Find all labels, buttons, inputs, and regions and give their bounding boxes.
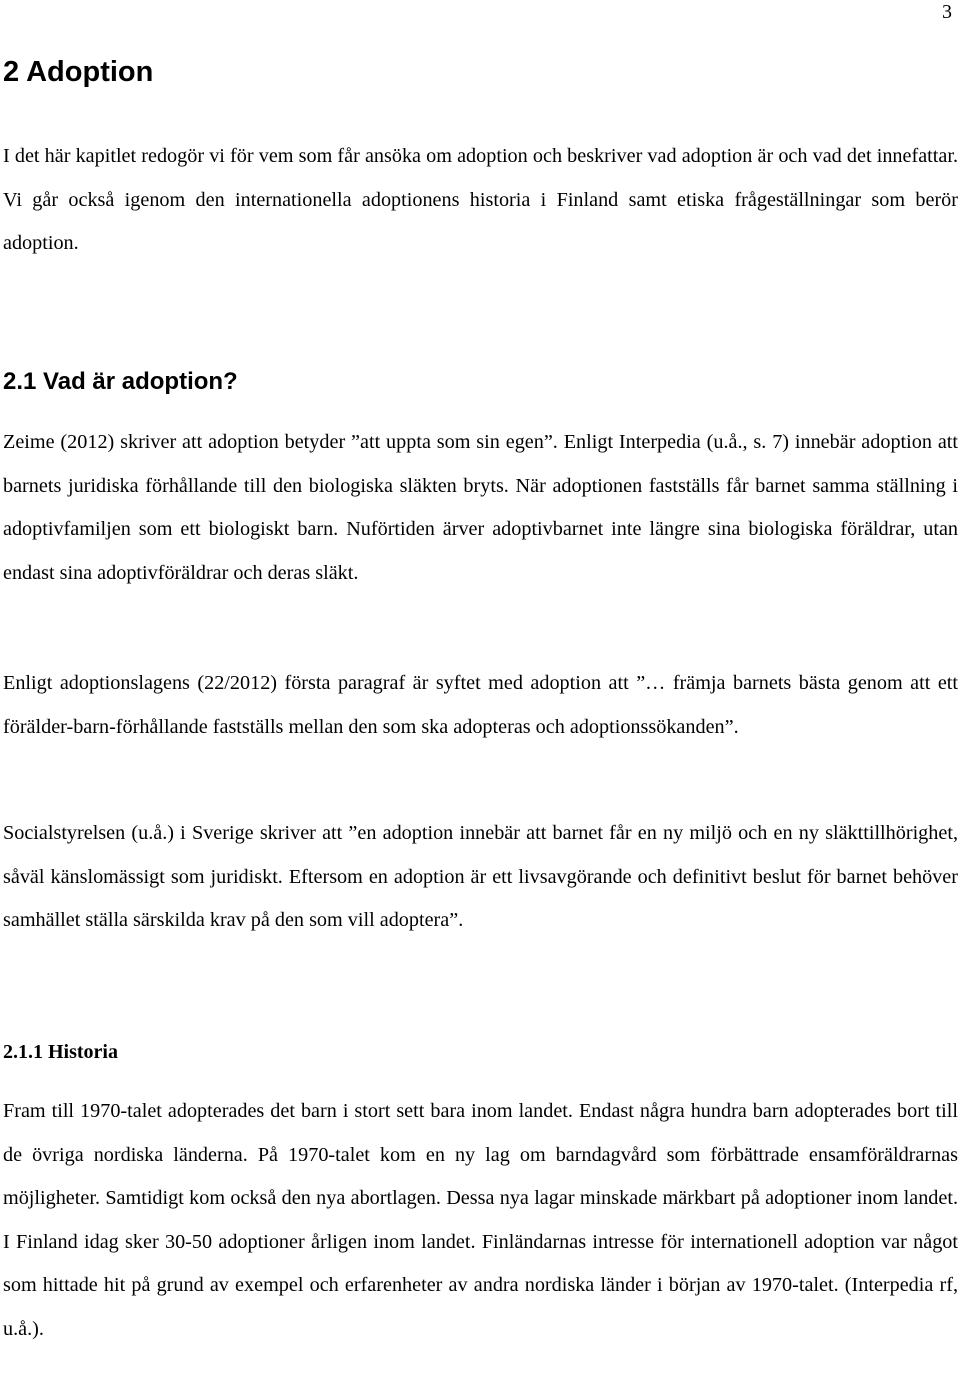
section-heading: 2.1 Vad är adoption? [3,368,238,395]
chapter-intro-paragraph: I det här kapitlet redogör vi för vem som får ansöka om adoption och beskriver vad adoption är och vad det innefattar. Vi går också igenom den internationella adoptionens historia i Finland samt etiska frågeställningar som berör adoption. [3,145,958,255]
history-paragraph: Fram till 1970-talet adopterades det barn i stort sett bara inom landet. Endast några hundra barn adopterades bort till de övriga nordiska länderna. På 1970-talet kom en ny lag om barndagvård som förbättrade ensamföräldrarnas möjligheter. Samtidigt kom också den nya abortlagen. Dessa nya lagar minskade märkbart på adoptioner inom landet. I Finland idag sker 30-50 adoptioner årligen inom landet. Finländarnas intresse för internationell adoption var något som hittade hit på grund av exempel och erfarenheter av andra nordiska länder i början av 1970-talet. (Interpedia rf, u.å.). [3,1100,958,1340]
chapter-heading: 2 Adoption [3,56,154,88]
socialstyrelsen-paragraph: Socialstyrelsen (u.å.) i Sverige skriver att ”en adoption innebär att barnet får en ny miljö och en ny släkttillhörighet, såväl känslomässigt som juridiskt. Eftersom en adoption är ett livsavgörande och definitivt beslut för barnet behöver samhället ställa särskilda krav på den som vill adoptera”. [3,822,958,932]
subsection-heading: 2.1.1 Historia [3,1041,118,1063]
definition-paragraph: Zeime (2012) skriver att adoption betyder ”att uppta som sin egen”. Enligt Interpedia (u.å., s. 7) innebär adoption att barnets juridiska förhållande till den biologiska släkten bryts. När adoptionen fastställs får barnet samma ställning i adoptivfamiljen som ett biologiskt barn. Nuförtiden ärver adoptivbarnet inte längre sina biologiska föräldrar, utan endast sina adoptivföräldrar och deras släkt. [3,431,958,584]
page-number: 3 [942,1,952,23]
adoption-law-paragraph: Enligt adoptionslagens (22/2012) första paragraf är syftet med adoption att ”… främja barnets bästa genom att ett förälder-barn-förhållande fastställs mellan den som ska adopteras och adoptionssökanden”. [3,672,958,738]
